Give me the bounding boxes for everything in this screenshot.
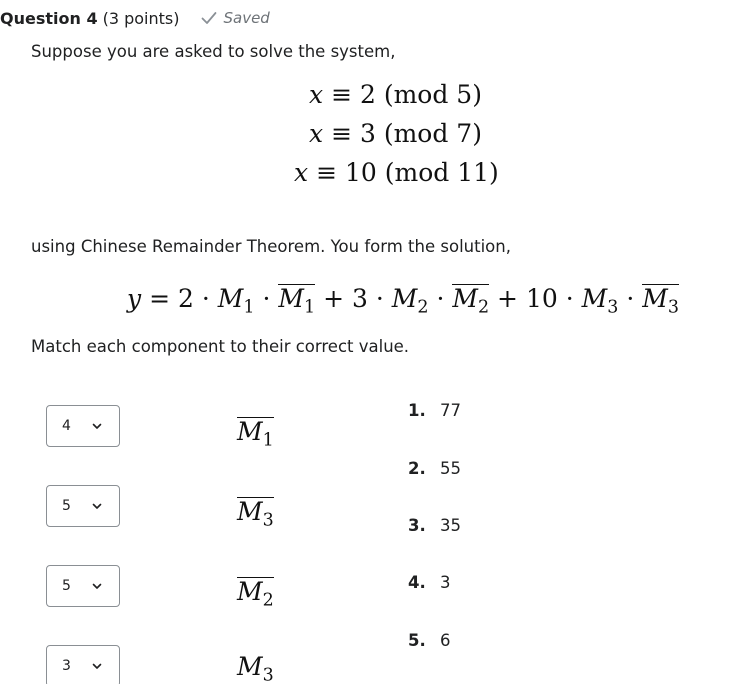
solution-formula: $y = 2 \cdot M_1 \cdot M_1 + 3 \cdot M_2 \cdot M_2 + 10 \cdot M_3 \cdot M_3$ <box>127 284 679 318</box>
saved-label: Saved <box>223 9 270 27</box>
match-item-1: $M_1$ <box>237 417 274 451</box>
question-title: Question 4 <box>0 8 98 28</box>
match-item-2: $M_3$ <box>237 497 274 531</box>
saved-status <box>201 9 269 27</box>
question-header <box>0 7 270 29</box>
check-icon <box>201 11 217 25</box>
chevron-down-icon <box>92 663 102 670</box>
match-select-2[interactable] <box>46 485 120 527</box>
select-value: 3 <box>62 658 71 674</box>
match-item-3: $M_2$ <box>237 577 274 611</box>
congruence-2: x ≡ 3 (mod 7) <box>309 119 482 148</box>
choice-item-2: 2. 55 <box>408 459 461 478</box>
chevron-down-icon <box>92 423 102 430</box>
match-select-1[interactable] <box>46 405 120 447</box>
select-value: 5 <box>62 578 71 594</box>
choice-item-3: 3. 35 <box>408 516 461 535</box>
match-select-4[interactable] <box>46 645 120 684</box>
intro-text: Suppose you are asked to solve the system, <box>31 42 396 61</box>
instruction-text: Match each component to their correct value. <box>31 337 410 356</box>
match-item-4: $M_3$ <box>237 652 274 684</box>
method-text: using Chinese Remainder Theorem. You form the solution, <box>31 237 511 256</box>
congruence-1: x ≡ 2 (mod 5) <box>309 80 482 109</box>
chevron-down-icon <box>92 583 102 590</box>
choice-item-4: 4. 3 <box>408 573 451 592</box>
chevron-down-icon <box>92 503 102 510</box>
select-value: 4 <box>62 418 71 434</box>
question-points: (3 points) <box>102 8 180 28</box>
select-value: 5 <box>62 498 71 514</box>
choice-item-5: 5. 6 <box>408 631 451 650</box>
match-select-3[interactable] <box>46 565 120 607</box>
choice-item-1: 1. 77 <box>408 401 461 420</box>
congruence-3: x ≡ 10 (mod 11) <box>294 158 499 187</box>
